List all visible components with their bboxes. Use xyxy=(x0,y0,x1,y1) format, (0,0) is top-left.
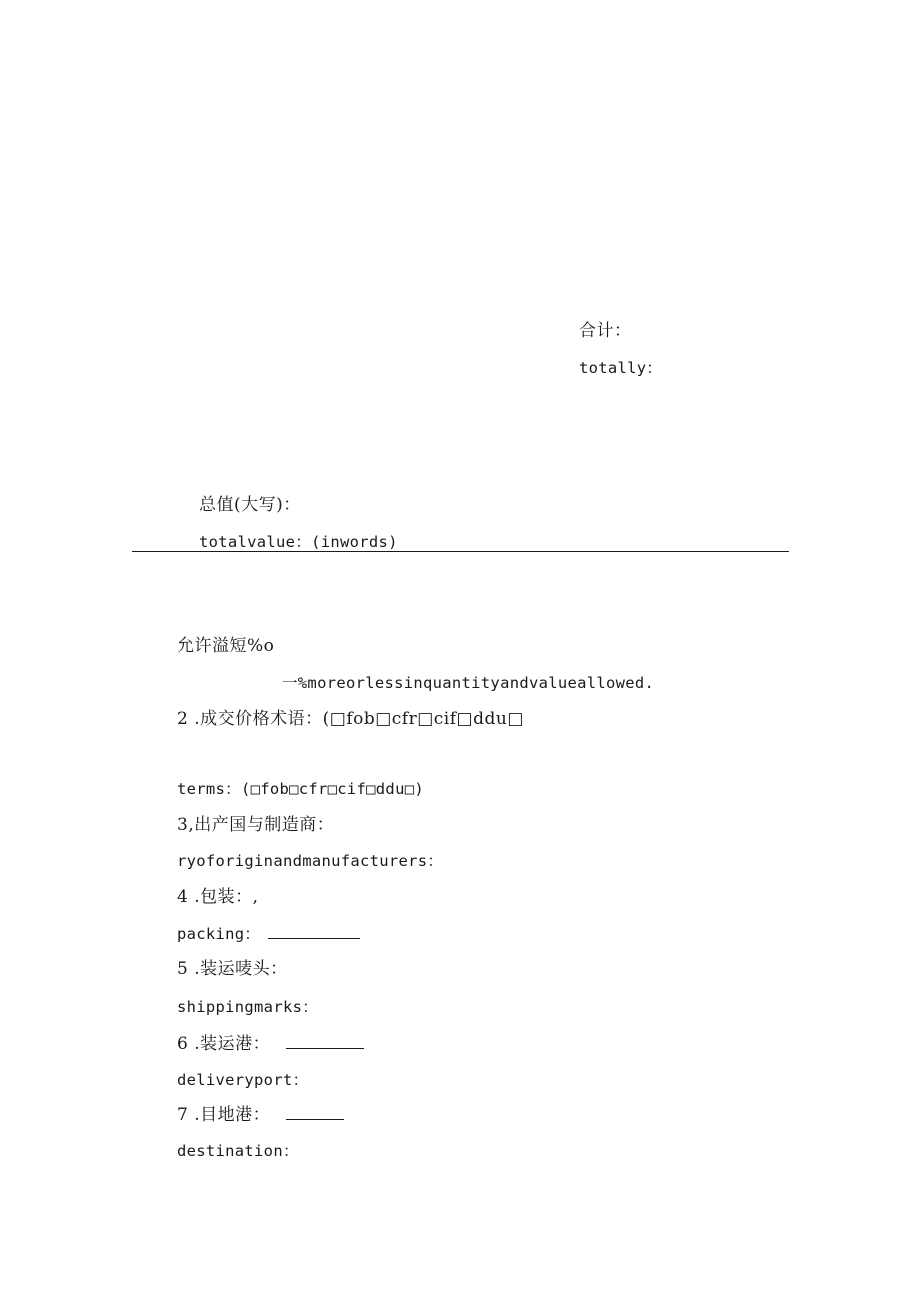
total-label-en: totally： xyxy=(579,359,663,377)
divider-line xyxy=(132,551,789,552)
packing-row xyxy=(177,922,360,945)
destination-label-zh: 7 .目地港： xyxy=(177,1105,271,1125)
packing-blank[interactable] xyxy=(268,922,360,939)
price-terms-label-zh: 2 .成交价格术语：(□fob□cfr□cif□ddu□ xyxy=(177,709,524,729)
origin-label-en: ryoforiginandmanufacturers： xyxy=(177,852,444,870)
packing-label-en: packing： xyxy=(177,925,261,943)
origin-label-zh: 3,出产国与制造商： xyxy=(177,815,335,835)
total-value-label-en: totalvalue：(inwords) xyxy=(199,533,398,551)
total-value-label-zh: 总值(大写)： xyxy=(199,495,301,515)
destination-label-en: destination： xyxy=(177,1142,299,1160)
destination-blank[interactable] xyxy=(286,1103,344,1120)
destination-row xyxy=(177,1103,344,1126)
shipping-marks-label-zh: 5 .装运唛头： xyxy=(177,959,288,979)
delivery-port-row xyxy=(177,1032,364,1055)
shipping-marks-label-en: shippingmarks： xyxy=(177,998,319,1016)
delivery-port-label-en: deliveryport： xyxy=(177,1071,309,1089)
packing-label-zh: 4 .包装：, xyxy=(177,887,259,907)
total-label-zh: 合计： xyxy=(579,321,632,341)
price-terms-label-en: terms：(□fob□cfr□cif□ddu□) xyxy=(177,780,424,798)
allowance-label-zh: 允许溢短%o xyxy=(177,636,275,656)
allowance-label-en: 一%moreorlessinquantityandvalueallowed. xyxy=(282,674,655,692)
delivery-port-blank[interactable] xyxy=(286,1032,364,1049)
delivery-port-label-zh: 6 .装运港： xyxy=(177,1034,271,1054)
